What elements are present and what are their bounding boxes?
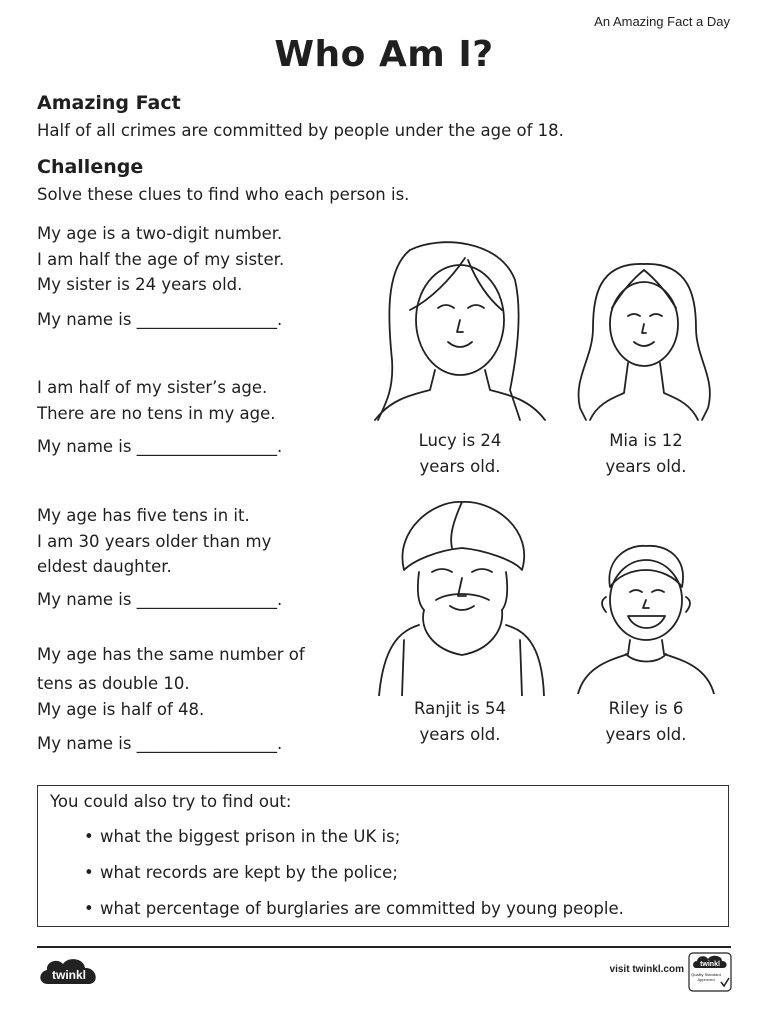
footer-visit-link[interactable]: visit twinkl.com [609,964,684,975]
clue-line: I am half of my sister’s age. [37,378,268,397]
page-title: Who Am I? [274,34,494,75]
caption-mia: Mia is 12 years old. [605,431,687,476]
footer-divider [37,946,731,948]
challenge-heading: Challenge [37,156,144,178]
clue-line: I am 30 years older than my [37,531,272,551]
quality-standard-badge-icon [688,952,732,992]
riley-portrait-icon [570,542,720,694]
clue-line: My age is half of 48. [37,700,205,719]
lucy-portrait-icon [370,240,550,422]
clue-2 [37,375,357,426]
logo-text: twinkl [51,968,87,982]
series-label: An Amazing Fact a Day [594,14,730,29]
clue-4 [37,640,357,722]
extension-box [37,785,729,927]
mia-portrait-icon [568,258,720,422]
answer-line-2[interactable]: My name is _________________. [37,437,283,456]
clue-line: tens as double 10. [37,674,190,693]
clue-line: I am half the age of my sister. [37,249,285,269]
caption-ranjit: Ranjit is 54 years old. [414,699,506,744]
clue-3 [37,503,357,580]
answer-line-4[interactable]: My name is _________________. [37,734,283,753]
clue-1 [37,221,357,298]
extension-intro: You could also try to find out: [50,792,292,811]
caption-riley: Riley is 6 years old. [605,699,687,744]
ranjit-portrait-icon [374,500,548,696]
badge-brand: twinkl [700,961,720,968]
list-item: • what the biggest prison in the UK is; [84,827,624,863]
clue-line: My age has the same number of [37,645,305,664]
fact-text: Half of all crimes are committed by people under the age of 18. [37,121,564,140]
badge-text: Quality Standard Approved [691,972,721,982]
fact-heading: Amazing Fact [37,92,181,114]
twinkl-logo-icon [38,956,100,990]
answer-line-3[interactable]: My name is _________________. [37,590,283,609]
clue-line: My age has five tens in it. [37,506,250,525]
list-item: • what records are kept by the police; [84,863,624,899]
clue-line: My age is a two-digit number. [37,224,283,243]
list-item: • what percentage of burglaries are committed by young people. [84,899,624,935]
challenge-text: Solve these clues to find who each person is. [37,185,410,204]
extension-list [84,827,624,935]
answer-line-1[interactable]: My name is _________________. [37,310,283,329]
clue-line: eldest daughter. [37,557,172,576]
clue-line: There are no tens in my age. [37,403,276,423]
clue-line: My sister is 24 years old. [37,275,243,294]
caption-lucy: Lucy is 24 years old. [418,431,502,476]
